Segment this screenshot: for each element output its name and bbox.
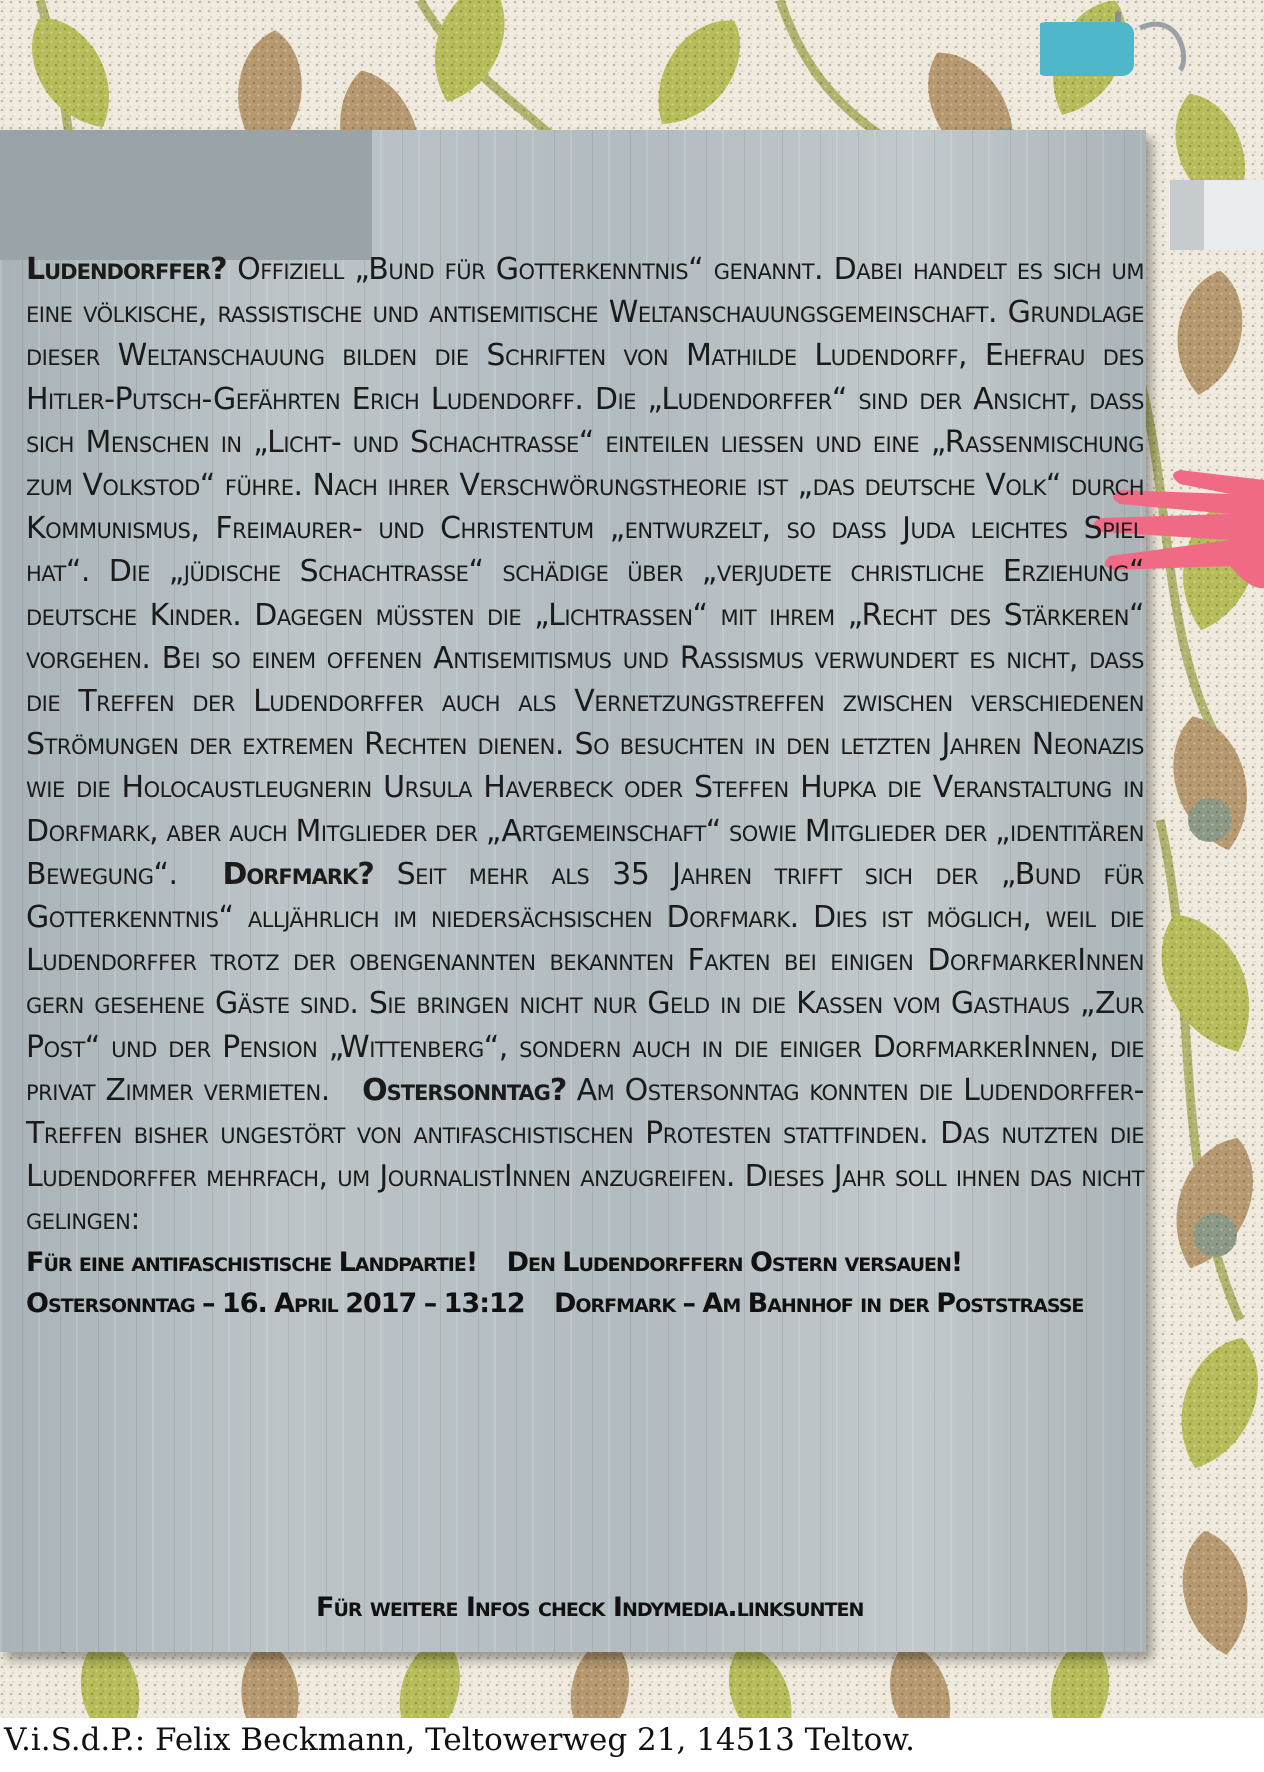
ostersonntag-text: Am Ostersonntag konnten die Ludendorffer-Treffen bisher ungestört von antifaschistischen Protesten stattfinden. Das nutzten die Ludendorffer mehrfach, um JournalistInnen anzugreifen. Dieses Jahr soll ihnen das nicht gelingen: (26, 1072, 1144, 1238)
more-info-line: Für weitere Infos check Indymedia.linksunten (316, 1592, 864, 1623)
call-line-landpartie: Für eine antifaschistische Landpartie! (26, 1246, 478, 1278)
intro-paragraph (26, 248, 1144, 1242)
heading-dorfmark: Dorfmark? (222, 856, 374, 892)
call-line-date: Ostersonntag – 16. April 2017 – 13:12 (26, 1287, 525, 1319)
heading-ostersonntag: Ostersonntag? (362, 1072, 567, 1108)
call-to-action (26, 1242, 1144, 1324)
paper-tab (0, 130, 372, 260)
call-line-ostern: Den Ludendorffern Ostern versauen! (506, 1246, 963, 1278)
main-text-block (26, 248, 1144, 1324)
dorfmark-text: Seit mehr als 35 Jahren trifft sich der „Bund für Gotterkenntnis“ alljährlich im niedersächsischen Dorfmark. Dies ist möglich, weil die Ludendorffer trotz der obengenannten bekannten Fakten bei einigen DorfmarkerInnen gern gesehene Gäste sind. Sie bringen nicht nur Geld in die Kassen vom Gasthaus „Zur Post“ und der Pension „Wittenberg“, sondern auch in die einiger DorfmarkerInnen, die privat Zimmer vermieten. (26, 856, 1145, 1108)
imprint-line: V.i.S.d.P.: Felix Beckmann, Teltowerweg 21, 14513 Teltow. (4, 1722, 916, 1758)
call-line-location: Dorfmark – Am Bahnhof in der Poststrasse (553, 1287, 1084, 1319)
ludendorffer-text: Offiziell „Bund für Gotterkenntnis“ genannt. Dabei handelt es sich um eine völkische, rassistische und antisemitische Weltanschauungsgemeinschaft. Grundlage dieser Weltanschauung bilden die Schriften von Mathilde Ludendorff, Ehefrau des Hitler-Putsch-Gefährten Erich Ludendorff. Die „Ludendorffer“ sind der Ansicht, dass sich Menschen in „Licht- und Schachtrasse“ einteilen liessen und eine „Rassenmischung zum Volkstod“ führe. Nach ihrer Verschwörungstheorie ist „das deutsche Volk“ durch Kommunismus, Freimaurer- und Christentum „entwurzelt, so dass Juda leichtes Spiel hat“. Die „jüdische Schachtrasse“ schädige über „verjudete christliche Erziehung“ deutsche Kinder. Dagegen müssten die „Lichtrassen“ mit ihrem „Recht des Stärkeren“ vorgehen. Bei so einem offenen Antisemitismus und Rassismus verwundert es nicht, dass die Treffen der Ludendorffer auch als Vernetzungstreffen zwischen verschiedenen Strömungen der extremen Rechten dienen. So besuchten in den letzten Jahren Neonazis wie die Holocaustleugnerin Ursula Haverbeck oder Steffen Hupka die Veranstaltung in Dorfmark, aber auch Mitglieder der „Artgemeinschaft“ sowie Mitglieder der „identitären Bewegung“. (26, 252, 1144, 892)
heading-ludendorffer: Ludendorffer? (26, 252, 227, 287)
